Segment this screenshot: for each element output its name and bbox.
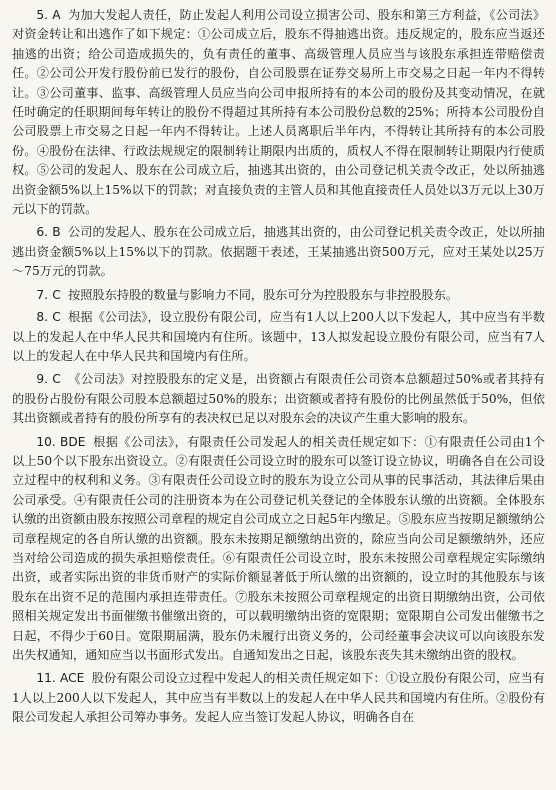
question-number: 8. (36, 310, 49, 325)
answer-key: ACE (60, 671, 85, 686)
answer-key: A (52, 8, 61, 22)
answer-item-11 (12, 669, 545, 727)
answer-key: C (52, 287, 61, 302)
answer-key: C (52, 372, 61, 387)
answer-item-9 (12, 370, 545, 428)
answer-explanation: 股份有限公司设立过程中发起人的相关责任规定如下：①设立股份有限公司，应当有1人以上200人以下发起人，其中应当有半数以上的发起人在中华人民共和国境内有住所。②股份有限公司发起人承担公司筹办事务。发起人应当签订发起人协议，明确各自在 (12, 671, 545, 725)
answer-key: BDE (60, 434, 86, 449)
answer-key: B (52, 225, 61, 240)
question-number: 9. (36, 372, 49, 387)
answer-key: C (52, 310, 61, 325)
answer-item-5 (12, 6, 545, 219)
answer-explanation: 按照股东持股的数量与影响力不同，股东可分为控股股东与非控股股东。 (68, 287, 459, 302)
question-number: 6. (36, 225, 49, 240)
answer-item-7 (12, 286, 545, 305)
answer-explanation: 为加大发起人责任，防止发起人利用公司设立损害公司、股东和第三方利益，《公司法》对资金转让和出逃作了如下规定：①公司成立后，股东不得抽逃出资。违反规定的，股东应当返还抽逃的出资；给公司造成损失的，负有责任的董事、高级管理人员应当与该股东承担连带赔偿责任。②公司公开发行股份前已发行的股份，自公司股票在证券交易所上市交易之日起一年内不得转让。③公司董事、监事、高级管理人员应当向公司申报所持有的本公司的股份及其变动情况，在就任时确定的任职期间每年转让的股份不得超过其所持有本公司股份总数的25%；所持本公司股份自公司股票上市交易之日起一年内不得转让。上述人员离职后半年内，不得转让其所持有的本公司股份。④股份在法律、行政法规规定的限制转让期限内出质的，质权人不得在限制转让期限内行使质权。⑤公司的发起人、股东在公司成立后，抽逃其出资的，由公司登记机关责令改正，处以所抽逃出资金额5%以上15%以下的罚款；对直接负责的主管人员和其他直接责任人员处以3万元以上30万元以下的罚款。 (12, 8, 545, 217)
answer-item-10 (12, 433, 545, 666)
question-number: 7. (36, 287, 49, 302)
question-number: 10. (36, 434, 56, 449)
answer-item-6 (12, 223, 545, 281)
answer-explanation: 根据《公司法》，有限责任公司发起人的相关责任规定如下：①有限责任公司由1个以上50个以下股东出资设立。②有限责任公司设立时的股东可以签订设立协议，明确各自在公司设立过程中的权利和义务。③有限责任公司设立时的股东为设立公司从事的民事活动，其法律后果由公司承受。④有限责任公司的注册资本为在公司登记机关登记的全体股东认缴的出资额。全体股东认缴的出资额由股东按照公司章程的规定自公司成立之日起5年内缴足。⑤股东应当按期足额缴纳公司章程规定的各自所认缴的出资额。股东未按期足额缴纳出资的，除应当向公司足额缴纳外，还应当对给公司造成的损失承担赔偿责任。⑥有限责任公司设立时，股东未按照公司章程规定实际缴纳出资，或者实际出资的非货币财产的实际价额显著低于所认缴的出资额的，设立时的其他股东与该股东在出资不足的范围内承担连带责任。⑦股东未按照公司章程规定的出资日期缴纳出资，公司依照相关规定发出书面催缴书催缴出资的，可以载明缴纳出资的宽限期；宽限期自公司发出催缴书之日起，不得少于60日。宽限期届满，股东仍未履行出资义务的，公司经董事会决议可以向该股东发出失权通知，通知应当以书面形式发出。自通知发出之日起，该股东丧失其未缴纳出资的股权。 (12, 434, 545, 662)
answer-item-8 (12, 308, 545, 366)
answer-explanation: 《公司法》对控股股东的定义是，出资额占有限责任公司资本总额超过50%或者其持有的股份占股份有限公司股本总额超过50%的股东；出资额或者持有股份的比例虽然低于50%，但依其出资额或者持有的股份所享有的表决权已足以对股东会的决议产生重大影响的股东。 (12, 372, 545, 426)
question-number: 5. (36, 8, 49, 22)
answer-explanation: 公司的发起人、股东在公司成立后，抽逃其出资的，由公司登记机关责令改正，处以所抽逃出资金额5%以上15%以下的罚款。依据题干表述，王某抽逃出资500万元，应对王某处以25万～75万元的罚款。 (12, 225, 545, 279)
question-number: 11. (36, 671, 56, 686)
answer-explanation: 根据《公司法》，设立股份有限公司，应当有1人以上200人以下发起人，其中应当有半数以上的发起人在中华人民共和国境内有住所。该题中，13人拟发起设立股份有限公司，应当有7人以上的发起人在中华人民共和国境内有住所。 (12, 310, 545, 363)
